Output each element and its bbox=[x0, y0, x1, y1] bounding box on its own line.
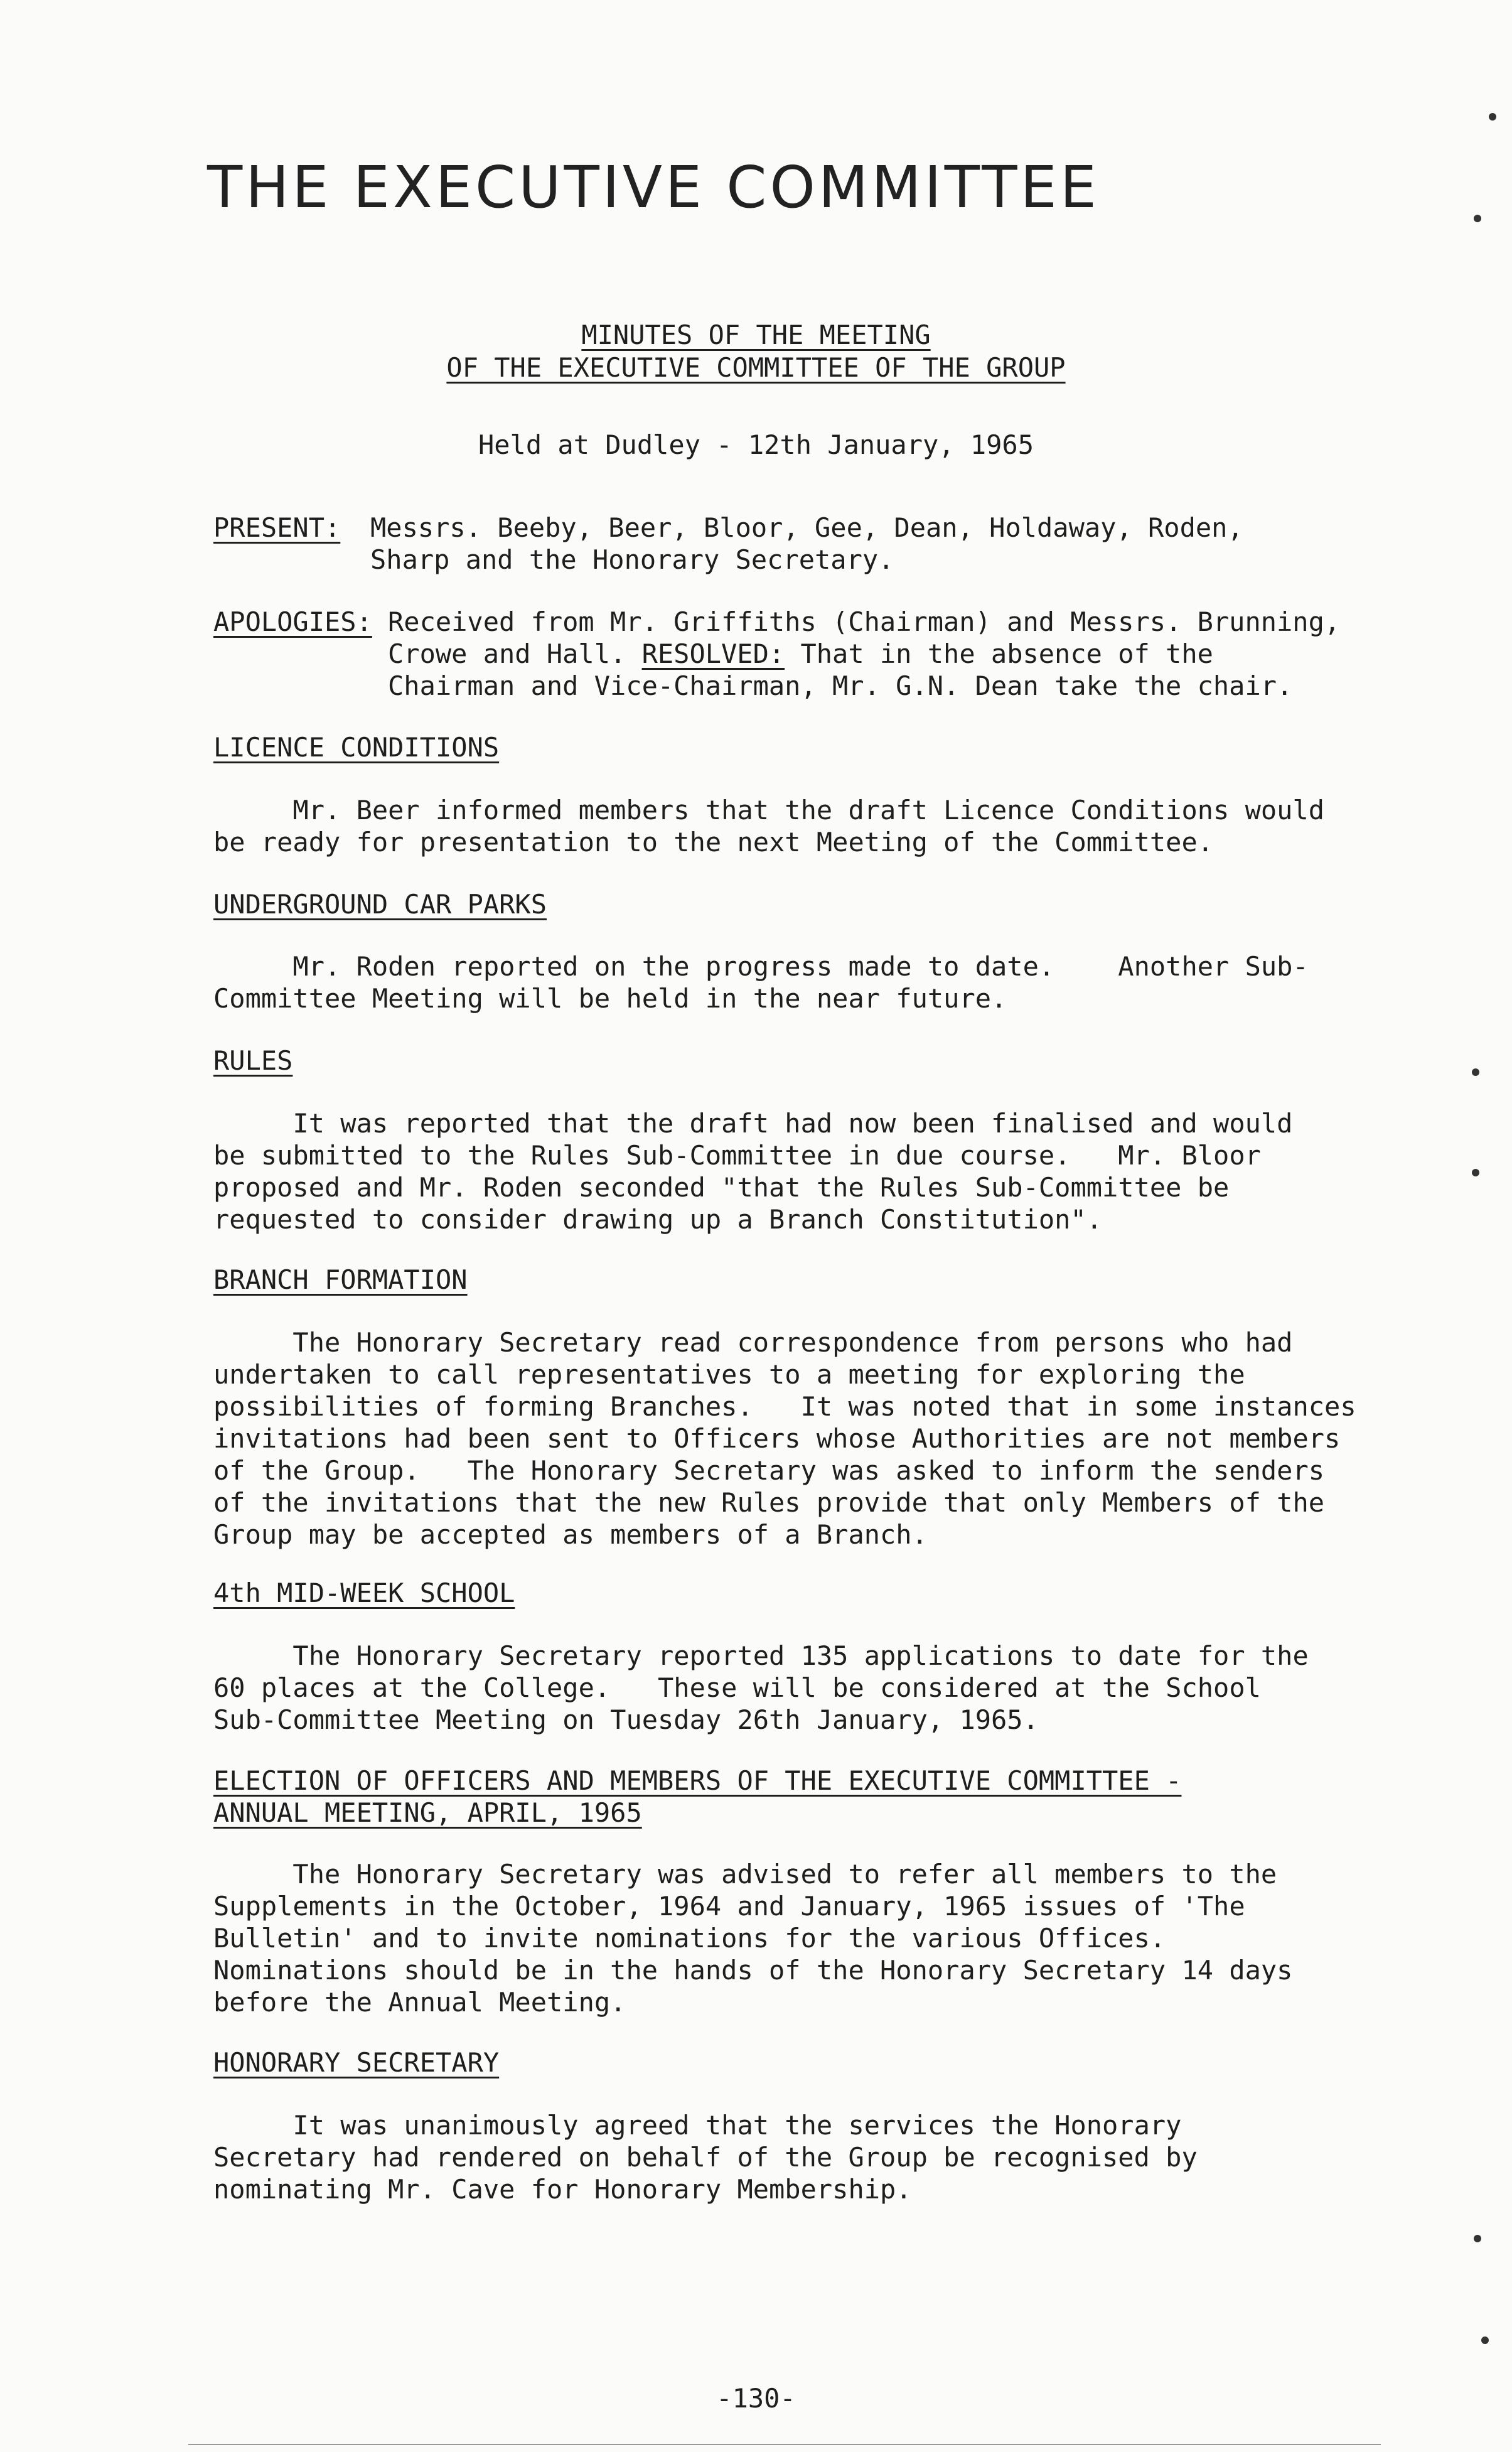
body-line: nominating Mr. Cave for Honorary Membership. bbox=[213, 2174, 912, 2205]
body-line: possibilities of forming Branches. It was noted that in some instances bbox=[213, 1391, 1356, 1422]
minutes-title-line1: MINUTES OF THE MEETING bbox=[581, 320, 931, 350]
section-body-honorary-secretary bbox=[213, 2109, 1368, 2205]
minutes-title-line2: OF THE EXECUTIVE COMMITTEE OF THE GROUP bbox=[446, 352, 1066, 383]
section-body-branch-formation bbox=[213, 1326, 1368, 1551]
body-line: Nominations should be in the hands of the Honorary Secretary 14 days bbox=[213, 1955, 1293, 1986]
present-label: PRESENT: bbox=[213, 512, 341, 543]
page-header: THE EXECUTIVE COMMITTEE bbox=[207, 154, 1100, 221]
scan-mark bbox=[1489, 113, 1496, 121]
apologies-line2-text: Crowe and Hall. bbox=[388, 638, 626, 669]
body-line: It was reported that the draft had now been finalised and would bbox=[213, 1108, 1293, 1139]
scan-mark bbox=[1472, 1068, 1479, 1076]
resolved-label: RESOLVED: bbox=[641, 638, 785, 669]
body-line: be ready for presentation to the next Meeting of the Committee. bbox=[213, 827, 1214, 858]
section-heading-underground-car-parks: UNDERGROUND CAR PARKS bbox=[213, 889, 547, 920]
body-line: Supplements in the October, 1964 and January, 1965 issues of 'The bbox=[213, 1891, 1245, 1922]
body-line: Committee Meeting will be held in the near future. bbox=[213, 983, 1007, 1014]
body-line: The Honorary Secretary was advised to refer all members to the bbox=[213, 1859, 1277, 1890]
body-line: before the Annual Meeting. bbox=[213, 1987, 626, 2018]
body-line: 60 places at the College. These will be considered at the School bbox=[213, 1672, 1261, 1703]
section-heading-election-of-officers: ELECTION OF OFFICERS AND MEMBERS OF THE EXECUTIVE COMMITTEE - bbox=[213, 1765, 1182, 1796]
section-heading-annual-meeting: ANNUAL MEETING, APRIL, 1965 bbox=[213, 1797, 642, 1828]
scan-mark bbox=[1474, 2235, 1481, 2242]
page-edge-rule bbox=[188, 2444, 1381, 2445]
section-body-election-of-officers bbox=[213, 1858, 1368, 2018]
section-body-rules bbox=[213, 1107, 1368, 1235]
body-line: Secretary had rendered on behalf of the Group be recognised by bbox=[213, 2142, 1198, 2173]
section-heading-licence-conditions: LICENCE CONDITIONS bbox=[213, 732, 500, 763]
body-line: Group may be accepted as members of a Branch. bbox=[213, 1519, 928, 1550]
section-body-underground-car-parks bbox=[213, 950, 1368, 1014]
section-heading-branch-formation: BRANCH FORMATION bbox=[213, 1264, 468, 1295]
section-heading-rules: RULES bbox=[213, 1045, 293, 1076]
body-line: of the invitations that the new Rules provide that only Members of the bbox=[213, 1487, 1325, 1518]
section-body-licence-conditions bbox=[213, 794, 1368, 858]
body-line: be submitted to the Rules Sub-Committee in due course. Mr. Bloor bbox=[213, 1140, 1261, 1171]
body-line: Sub-Committee Meeting on Tuesday 26th January, 1965. bbox=[213, 1704, 1039, 1735]
apologies-label: APOLOGIES: bbox=[213, 606, 372, 637]
scan-mark bbox=[1472, 1169, 1479, 1176]
section-body-mid-week-school bbox=[213, 1640, 1368, 1736]
body-line: proposed and Mr. Roden seconded "that the Rules Sub-Committee be bbox=[213, 1172, 1230, 1203]
scan-mark bbox=[1474, 215, 1481, 222]
body-line: invitations had been sent to Officers whose Authorities are not members bbox=[213, 1423, 1341, 1454]
body-line: Mr. Beer informed members that the draft Licence Conditions would bbox=[213, 795, 1325, 825]
present-line1: Messrs. Beeby, Beer, Bloor, Gee, Dean, Holdaway, Roden, bbox=[370, 512, 1243, 543]
body-line: The Honorary Secretary read correspondence from persons who had bbox=[213, 1327, 1293, 1358]
apologies-line3: Chairman and Vice-Chairman, Mr. G.N. Dean take the chair. bbox=[388, 670, 1293, 701]
meeting-held-line: Held at Dudley - 12th January, 1965 bbox=[478, 429, 1034, 460]
body-line: Bulletin' and to invite nominations for the various Offices. bbox=[213, 1923, 1166, 1954]
apologies-line1: Received from Mr. Griffiths (Chairman) and Messrs. Brunning, bbox=[388, 606, 1341, 637]
apologies-line2 bbox=[388, 638, 1213, 670]
page-number: -130- bbox=[716, 2383, 796, 2414]
section-heading-honorary-secretary: HONORARY SECRETARY bbox=[213, 2047, 500, 2078]
body-line: undertaken to call representatives to a meeting for exploring the bbox=[213, 1359, 1245, 1390]
body-line: It was unanimously agreed that the services the Honorary bbox=[213, 2110, 1182, 2141]
body-line: requested to consider drawing up a Branch Constitution". bbox=[213, 1204, 1103, 1235]
body-line: of the Group. The Honorary Secretary was asked to inform the senders bbox=[213, 1455, 1325, 1486]
body-line: The Honorary Secretary reported 135 applications to date for the bbox=[213, 1640, 1309, 1671]
scan-mark bbox=[1481, 2336, 1489, 2344]
present-line2: Sharp and the Honorary Secretary. bbox=[370, 544, 894, 575]
section-heading-mid-week-school: 4th MID-WEEK SCHOOL bbox=[213, 1578, 515, 1608]
resolved-text: That in the absence of the bbox=[800, 638, 1213, 669]
body-line: Mr. Roden reported on the progress made to date. Another Sub- bbox=[213, 951, 1309, 982]
